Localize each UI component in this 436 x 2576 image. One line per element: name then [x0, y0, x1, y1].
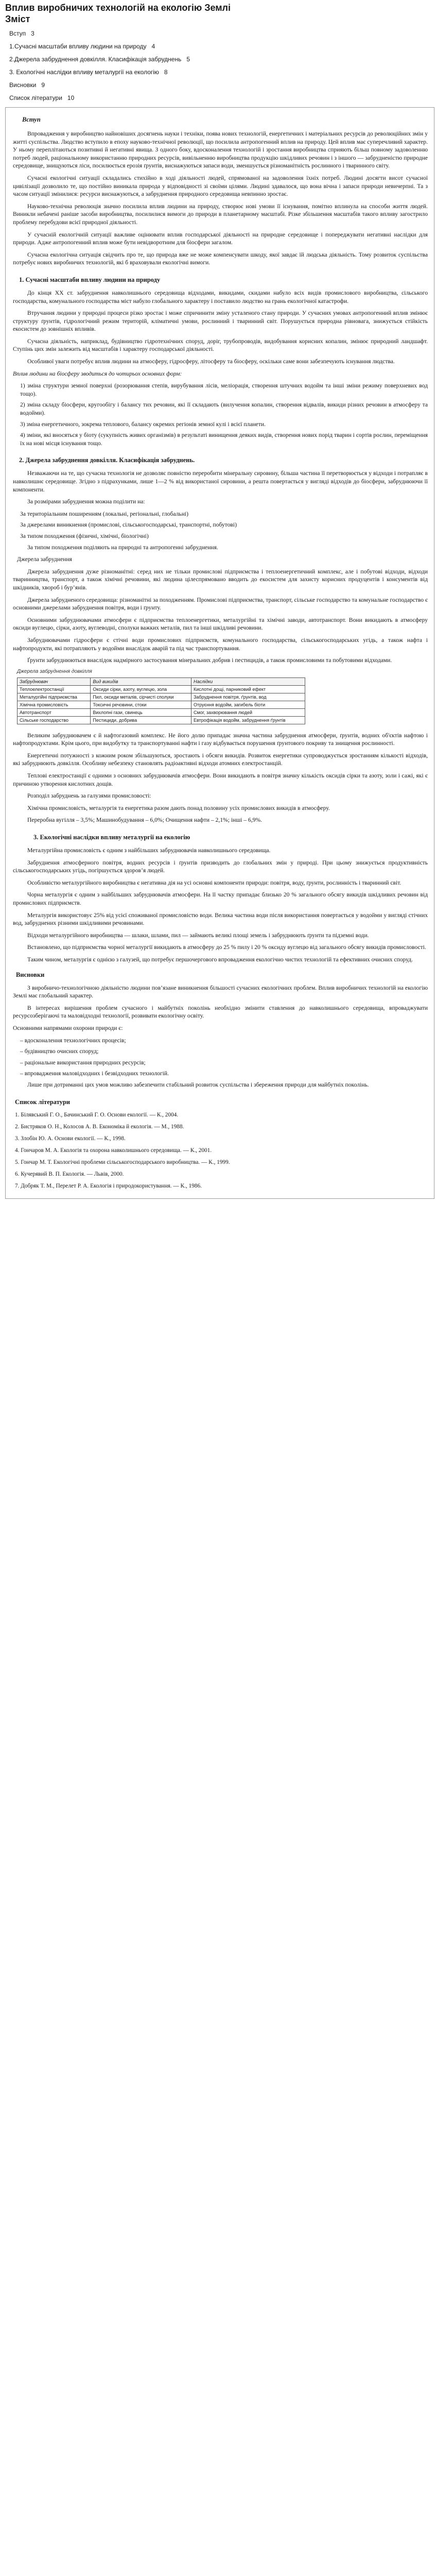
list-item: – вдосконалення технологічних процесів;: [20, 1037, 126, 1044]
paragraph: Великим забруднювачем є й нафтогазовий комплекс. Не його долю припадає значна частина забруднення атмосфери, ґрунтів, водних об'єктів нафтою і нафтопродуктами. Крім цього, при видобутку та транспортуванні нафти і газу відбувається порушення ґрунтового покриву та знищення рослинності.: [13, 732, 428, 747]
table-cell: Оксиди сірки, азоту, вуглецю, зола: [91, 685, 191, 693]
table-row: [18, 708, 305, 716]
paragraph: Забруднення атмосферного повітря, водних ресурсів і ґрунтів призводить до глобальних змін у природі. При цьому знижується продуктивність сільськогосподарських угідь, погіршується здоров’я людей.: [13, 859, 428, 874]
reference-item: 7. Добряк Т. М., Перелет Р. А. Екологія і природокористування. — К., 1986.: [15, 1182, 202, 1189]
reference-item: 1. Білявський Г. О., Бачинський Г. О. Основи екології. — К., 2004.: [15, 1111, 179, 1118]
list-intro: Вплив людини на біосферу зводиться до чотирьох основних форм:: [13, 370, 182, 377]
paragraph: Розподіл забруднень за галузями промисловості:: [27, 792, 151, 800]
paragraph: Ґрунти забруднюються внаслідок надмірного застосування мінеральних добрив і пестицидів, а також промисловими та побутовими відходами.: [27, 657, 392, 664]
references-heading: Список літератури: [15, 1098, 70, 1106]
section-1-heading: 1. Сучасні масштаби впливу людини на природу: [19, 276, 161, 283]
paragraph: Впровадження у виробництво найновіших досягнень науки і техніки, поява нових технологій, енергетичних і матеріальних ресурсів до революційних змін у житті суспільства. Людство вступило в епоху науково-технічної революції, що посилила антропогенний вплив на природу. Цей вплив має суперечливий характер. У ньому переплітаються позитивні й негативні явища. З одного боку, вдосконалення технологій і зростання виробництва сприяють більш повному задоволенню потреб людей, раціональному використанню природних ресурсів, вивільненню виробництва продукцію шкідливих речовин і з іншого — забрудненістю природне середовище, знищуються ліси, посилюється ерозія ґрунтів, виснажуються запаси води, зменшується різноманітність рослинного і тваринного світу.: [13, 130, 428, 170]
paragraph: За розмірами забруднення можна поділити на:: [27, 498, 145, 505]
paragraph: В інтересах вирішення проблем сучасного і майбутніх поколінь необхідно змінити ставлення до навколишнього середовища, впроваджувати ресурсозберігаючі та маловідходні технології, розвивати екологічну освіту.: [13, 1004, 428, 1020]
paragraph: Забруднювачами гідросфери є стічні води промислових підприємств, комунального господарства, сільськогосподарських угідь, а також нафта і нафтопродукти, які потрапляють у водойми внаслідок аварій та під час транспортування.: [13, 636, 428, 652]
paragraph: Металургійна промисловість є одним з найбільших забруднювачів навколишнього середовища.: [27, 847, 271, 854]
reference-item: 4. Гончаров М. А. Екологія та охорона навколишнього середовища. — К., 2001.: [15, 1147, 212, 1154]
table-cell: Сільське господарство: [18, 716, 91, 724]
reference-item: 3. Злобін Ю. А. Основи екології. — К., 1998.: [15, 1135, 126, 1142]
paragraph: Відходи металургійного виробництва — шлаки, шлами, пил — займають великі площі земель і забруднюють ґрунти та підземні води.: [27, 931, 369, 939]
paragraph: Металургія використовує 25% від усієї споживаної промисловістю води. Велика частина води після використання повертається у водойми у вигляді стічних вод, забруднених різними шкідливими речовинами.: [13, 911, 428, 927]
table-cell: Пил, оксиди металів, сірчисті сполуки: [91, 693, 191, 701]
table-row: [18, 701, 305, 708]
paragraph: Джерела забрудненого середовища: різноманітні за походженням. Промислові підприємства, транспорт, сільське господарство та комунальне господарство є основними джерелами забруднення повітря, води і ґрунту.: [13, 596, 428, 612]
paragraph: Сучасна діяльність, наприклад, будівництво гідротехнічних споруд, доріг, трубопроводів, видобування корисних копалин, змінює природний ландшафт. Ступінь цих змін залежить від масштабів і характеру господарської діяльності.: [13, 337, 428, 353]
paragraph: Чорна металургія є одним з найбільших забруднювачів атмосфери. На її частку припадає близько 20 % загального обсягу викидів шкідливих речовин від промислових підприємств.: [13, 891, 428, 906]
table-cell: Хімічна промисловість: [18, 701, 91, 708]
section-3-heading: 3. Екологічні наслідки впливу металургії на екологію: [33, 834, 190, 841]
reference-item: 5. Гончар М. Т. Екологічні проблеми сільськогосподарського виробництва. — К., 1999.: [15, 1159, 230, 1165]
paragraph: У сучасній екологічній ситуації важливе оцінювати вплив господарської діяльності на природне середовище і попереджувати негативні наслідки для природи. Адже антропогенний вплив може бути невідворотним для біосфери загалом.: [13, 231, 428, 246]
list-item: 4) зміни, які вносяться у біоту (сукупність живих організмів) в результаті винищення деяких видів, створення нових порід тварин і сортів рослин, переміщення їх на нові місця існування тощо.: [20, 432, 428, 447]
paragraph: Незважаючи на те, що сучасна технологія не дозволяє повністю переробити мінеральну сировину, більша частина її перетворюється у відходи і потрапляє в навколишнє середовище. Згідно з підрахунками, лише 1—2 % від використаної сировини, а решта повертається у вигляді відходів до біосфери, забруднюючи її компоненти.: [13, 470, 428, 493]
table-caption: Джерела забруднення довкілля: [17, 668, 92, 674]
list-item: За територіальним поширенням (локальні, регіональні, глобальні): [20, 510, 188, 517]
document-body: [5, 107, 434, 1199]
paragraph: Особливістю металургійного виробництва є негативна дія на усі основні компоненти природи: повітря, воду, ґрунти, рослинність і тваринний світ.: [27, 879, 402, 886]
table-row: [18, 716, 305, 724]
table-cell: Вихлопні гази, свинець: [91, 708, 191, 716]
table-cell: Отруєння водойм, загибель біоти: [191, 701, 305, 708]
paragraph: Основними забруднювачами атмосфери є підприємства теплоенергетики, металургійні та хімічні заводи, автотранспорт. Вони викидають в атмосферу оксиди вуглецю, сірки, азоту, вуглеводні, сполуки важких металів, пил та інші шкідливі речовини.: [13, 616, 428, 632]
intro-heading: Вступ: [22, 116, 41, 123]
table-cell: Теплоелектростанції: [18, 685, 91, 693]
paragraph: До кінця ХХ ст. забруднення навколишнього середовища відходами, викидами, скидами набуло всіх видів промислового виробництва, сільського господарства, комунального господарства міст набуло глобального характеру і поставило людство на грань екологічної катастрофи.: [13, 289, 428, 304]
reference-item: 6. Кучерявий В. П. Екологія. — Львів, 2000.: [15, 1171, 124, 1177]
toc-item[interactable]: Висновки 9: [9, 81, 45, 89]
list-item: – впровадження маловідходних і безвідходних технологій.: [20, 1070, 169, 1077]
paragraph: За типом походження поділяють на природні та антропогенні забруднення.: [27, 544, 218, 551]
table-cell: Кислотні дощі, парниковий ефект: [191, 685, 305, 693]
table-row: [18, 685, 305, 693]
list-intro: Основними напрямами охорони природи є:: [13, 1024, 123, 1031]
table-cell: Смог, захворювання людей: [191, 708, 305, 716]
table-cell: Забруднення повітря, ґрунтів, вод: [191, 693, 305, 701]
toc-item[interactable]: Список літератури 10: [9, 94, 75, 101]
pollution-sources-table: [17, 677, 305, 724]
list-item: За типом походження (фізичні, хімічні, біологічні): [20, 532, 149, 539]
table-row: [18, 693, 305, 701]
paragraph: Переробна вугілля – 3,5%; Машинобудування – 6,0%; Очищення нафти – 2,1%; інші – 6,9%.: [27, 817, 263, 824]
paragraph: Втручання людини у природні процеси різко зростає і може спричинити зміну усталеного стану природи. У сучасних умовах антропогенний вплив змінює структуру ґрунтів, гідрологічний режим територій, кліматичні умови, рослинний і тваринний світ. Порушується природна рівновага, знижується стійкість екосистем до зовнішніх впливів.: [13, 310, 428, 333]
paragraph: Особливої уваги потребує вплив людини на атмосферу, гідросферу, літосферу та біосферу, оскільки саме вони забезпечують існування людства.: [27, 358, 395, 365]
table-cell: Пестициди, добрива: [91, 716, 191, 724]
conclusions-heading: Висновки: [16, 971, 45, 978]
list-item: За джерелами виникнення (промислові, сільськогосподарські, транспортні, побутові): [20, 521, 237, 529]
column-header: Вид викидів: [91, 677, 191, 685]
table-of-contents: [5, 30, 432, 101]
column-header: Забруднювач: [18, 677, 91, 685]
paragraph: Науково-технічна революція значно посилила вплив людини на природу, створює нові умови її існування, помітно вплинула на способи життя людей. Виникли небачені раніше засоби виробництва, посилилися вимоги до природи в планетарному масштабі. Різке збільшення масштабів такого впливу загострило проблему перебудови всієї природної діяльності.: [13, 202, 428, 226]
list-item: 1) зміна структури земної поверхні (розорювання степів, вирубування лісів, меліорація, створення штучних водойм та інші зміни режиму поверхневих вод тощо).: [20, 382, 428, 397]
paragraph: Лише при дотриманні цих умов можливо забезпечити стабільний розвиток суспільства і збереження природи для майбутніх поколінь.: [27, 1081, 369, 1088]
reference-item: 2. Бистряков О. Н., Колосов А. В. Економіка й екологія. — М., 1988.: [15, 1123, 184, 1130]
toc-item[interactable]: 3. Екологічні наслідки впливу металургії на екологію 8: [9, 69, 168, 76]
paragraph: Джерела забруднення дуже різноманітні: серед них не тільки промислові підприємства і теплоенергетичний комплекс, але і побутові відходи, відходи тваринництва, транспорт, а також хімічні речовини, які людина цілеспрямовано вводить до екосистем для захисту корисних продуцентів і консументів від шкідників, хвороб і бур’янів.: [13, 568, 428, 591]
subsection-heading: Джерела забруднення: [17, 556, 73, 563]
table-cell: Евтрофікація водойм, забруднення ґрунтів: [191, 716, 305, 724]
table-header-row: [18, 677, 305, 685]
paragraph: Таким чином, металургія є однією з галузей, що потребує першочергового впровадження екологічно чистих технологій та ефективних очисних споруд.: [27, 956, 413, 963]
paragraph: Встановлено, що підприємства чорної металургії викидають в атмосферу до 25 % пилу і 20 % оксиду вуглецю від загального обсягу викидів промисловості.: [27, 944, 426, 951]
toc-item[interactable]: 2.Джерела забруднення довкілля. Класифікація забруднень 5: [9, 56, 190, 63]
section-2-heading: 2. Джерела забруднення довкілля. Класифікація забруднень.: [19, 456, 195, 464]
list-item: 2) зміна складу біосфери, кругообігу і балансу тих речовин, які її складають (вилучення копалин, створення відвалів, викиди різних речовин в атмосферу та водойми).: [20, 401, 428, 417]
paragraph: Теплові електростанції є одними з основних забруднювачів атмосфери. Вони викидають в повітря значну кількість оксидів сірки та азоту, золи і сажі, які є причиною утворення кислотних дощів.: [13, 772, 428, 787]
column-header: Наслідки: [191, 677, 305, 685]
toc-heading: Зміст: [5, 14, 30, 24]
paragraph: Хімічна промисловість, металургія та енергетика разом дають понад половину усіх промислових викидів в атмосферу.: [27, 804, 330, 811]
list-item: – раціональне використання природних ресурсів;: [20, 1059, 146, 1066]
table-cell: Металургійні підприємства: [18, 693, 91, 701]
paragraph: З виробничо-технологічною діяльністю людини пов’язане виникнення більшості сучасних екологічних проблем. Вплив виробничих технологій на екологію Землі має глобальний характер.: [13, 984, 428, 999]
page-title: Вплив виробничих технологій на екологію Землі: [5, 3, 231, 13]
toc-item[interactable]: 1.Сучасні масштаби впливу людини на природу 4: [9, 43, 155, 50]
paragraph: Сучасні екологічні ситуації складались стихійно в ході діяльності людей, спрямованої на задоволення їхніх потреб. Людині досягти висот сучасної цивілізації дозволило те, що постійно виникала природа у відповідності зі своїми цілями. Людині здавалося, що вона вічна і запаси природи невичерпні. Та з часом ситуації змінилися: ресурси виснажуються, а забруднення природного середовища невпинно зростає.: [13, 174, 428, 198]
paragraph: Енергетичні потужності з кожним роком збільшуються, зростають і обсяги викидів. Розвиток енергетики супроводжується зростанням кількості відходів, які забруднюють довкілля. Особливу небезпеку становлять радіоактивні відходи атомних електростанцій.: [13, 752, 428, 767]
paragraph: Сучасна екологічна ситуація свідчить про те, що природа вже не може компенсувати шкоду, якої завдає їй людська діяльність. Тому розвиток суспільства потребує нових виробничих технологій, які б враховували екологічні вимоги.: [13, 251, 428, 266]
toc-item[interactable]: Вступ 3: [9, 30, 34, 37]
table-cell: Автотранспорт: [18, 708, 91, 716]
list-item: – будівництво очисних споруд;: [20, 1048, 99, 1055]
list-item: 3) зміна енергетичного, зокрема теплового, балансу окремих регіонів земної кулі і всієї планети.: [20, 420, 266, 428]
table-cell: Токсичні речовини, стоки: [91, 701, 191, 708]
